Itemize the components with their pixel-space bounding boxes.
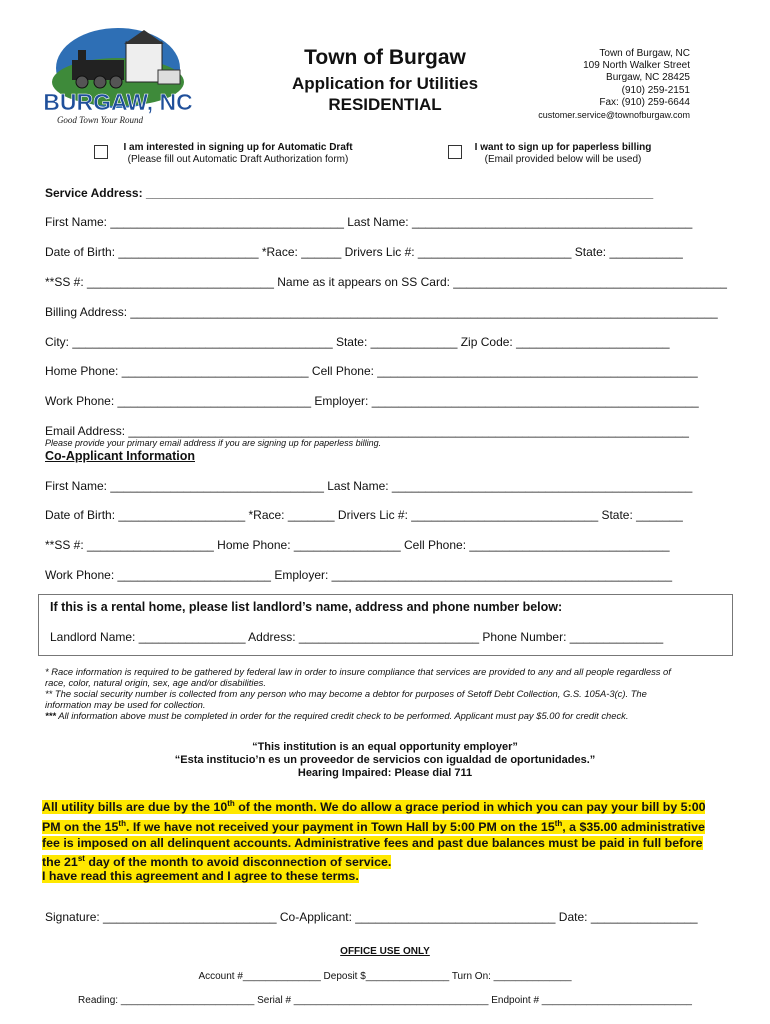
paperless-billing-checkbox[interactable] (448, 145, 462, 159)
eeo-statement (0, 741, 770, 780)
credit-check-note (45, 710, 671, 721)
email-note: Please provide your primary email address if you are signing up for paperless billing. (45, 438, 382, 448)
race-note-line2: race, color, natural origin, sex, age and/or disabilities. (45, 677, 266, 688)
logo-wordmark: BURGAW, NC (43, 89, 193, 115)
coapplicant-heading: Co-Applicant Information (45, 449, 195, 463)
signature-field[interactable]: Signature: __________________________ Co-Applicant: ______________________________ Date: ________________ (45, 910, 698, 924)
home-cell-phone-field[interactable]: Home Phone: ____________________________ Cell Phone: ________________________________________________ (45, 364, 698, 378)
coapp-name-field[interactable]: First Name: ________________________________ Last Name: _____________________________________________ (45, 479, 693, 493)
billing-policy (42, 796, 705, 871)
office-use-heading: OFFICE USE ONLY (340, 946, 430, 957)
work-phone-employer-field[interactable]: Work Phone: _____________________________ Employer: _________________________________________________ (45, 394, 699, 408)
logo-tagline: Good Town Your Round (56, 115, 144, 125)
credit-note-prefix: *** (45, 710, 56, 721)
address-email: customer.service@townofburgaw.com (538, 110, 690, 121)
office-account-line: Account #______________ Deposit $_______________ Turn On: ______________ (198, 971, 572, 982)
dob-race-license-field[interactable]: Date of Birth: _____________________ *Race: ______ Drivers Lic #: _______________________ State: ___________ (45, 245, 683, 259)
paperless-billing-label (468, 142, 658, 166)
credit-note-text: All information above must be completed in order for the required credit check to be performed. Applicant must pay $5.00 for credit check. (55, 710, 629, 721)
address-phone: (910) 259-2151 (621, 84, 690, 96)
first-last-name-field[interactable]: First Name: ___________________________________ Last Name: __________________________________________ (45, 215, 693, 229)
email-address-field[interactable]: Email Address: ____________________________________________________________________________________ (45, 424, 689, 438)
town-address-block (538, 48, 690, 121)
burgaw-logo (38, 20, 198, 126)
address-line: 109 North Walker Street (583, 60, 690, 72)
automatic-draft-checkbox[interactable] (94, 145, 108, 159)
landlord-field[interactable]: Landlord Name: ________________ Address: ___________________________ Phone Number: ______________ (50, 630, 664, 644)
race-note-line1: * Race information is required to be gathered by federal law in order to insure compliance that services are provided to any and all people regardless of (45, 666, 671, 677)
automatic-draft-label (118, 142, 358, 166)
service-address-field[interactable]: Service Address: ____________________________________________________________________________ (45, 186, 654, 200)
eeo-english: “This institution is an equal opportunity employer” (252, 741, 518, 753)
coapp-work-employer-field[interactable]: Work Phone: _______________________ Employer: ___________________________________________________ (45, 568, 673, 582)
eeo-spanish: “Esta institucio’n es un proveedor de servicios con igualdad de oportunidades.” (174, 754, 596, 766)
page-title: Town of Burgaw (304, 46, 466, 69)
coapp-ss-phone-field[interactable]: **SS #: ___________________ Home Phone: ________________ Cell Phone: ______________________________ (45, 538, 670, 552)
page-subtitle: Application for Utilities (291, 74, 479, 93)
address-line: Burgaw, NC 28425 (606, 72, 690, 84)
office-reading-line: Reading: ________________________ Serial # ___________________________________ Endpoint # ___________________________ (78, 995, 692, 1006)
city-state-zip-field[interactable]: City: _______________________________________ State: _____________ Zip Code: _______________________ (45, 335, 670, 349)
rental-heading: If this is a rental home, please list landlord’s name, address and phone number below: (50, 600, 563, 614)
policy-line1: All utility bills are due by the 10th of the month. We do allow a grace period in which you can pay your bill by 5:00 (42, 799, 706, 815)
agreement-text: I have read this agreement and I agree to these terms. (42, 869, 359, 883)
hearing-impaired-line: Hearing Impaired: Please dial 711 (297, 767, 473, 779)
agreement-line (42, 867, 359, 885)
automatic-draft-label-line1: I am interested in signing up for Automatic Draft (123, 142, 353, 153)
address-fax: Fax: (910) 259-6644 (599, 96, 690, 108)
paperless-label-line2: (Email provided below will be used) (484, 154, 642, 165)
address-line: Town of Burgaw, NC (599, 48, 690, 59)
policy-line3: fee is imposed on all delinquent accounts. Administrative fees and past due balances must be paid in full before (42, 835, 703, 850)
ss-note-line1: ** The social security number is collected from any person who may become a debtor for purposes of Setoff Debt Collection, G.S. 105A-3(c). The (45, 688, 647, 699)
automatic-draft-label-line2: (Please fill out Automatic Draft Authorization form) (127, 154, 349, 165)
ss-name-field[interactable]: **SS #: ____________________________ Name as it appears on SS Card: _________________________________________ (45, 275, 727, 289)
ss-note-line2: information may be used for collection. (45, 699, 206, 710)
policy-line2: PM on the 15th. If we have not received your payment in Town Hall by 5:00 PM on the 15th, a $35.00 administrative (42, 818, 705, 834)
policy-line4: the 21st day of the month to avoid disconnection of service. (42, 854, 392, 870)
page-subtitle-residential: RESIDENTIAL (328, 95, 442, 114)
coapp-dob-field[interactable]: Date of Birth: ___________________ *Race: _______ Drivers Lic #: ____________________________ State: _______ (45, 508, 683, 522)
race-note (45, 666, 671, 721)
paperless-label-line1: I want to sign up for paperless billing (474, 142, 652, 153)
billing-address-field[interactable]: Billing Address: ________________________________________________________________________________________ (45, 305, 718, 319)
